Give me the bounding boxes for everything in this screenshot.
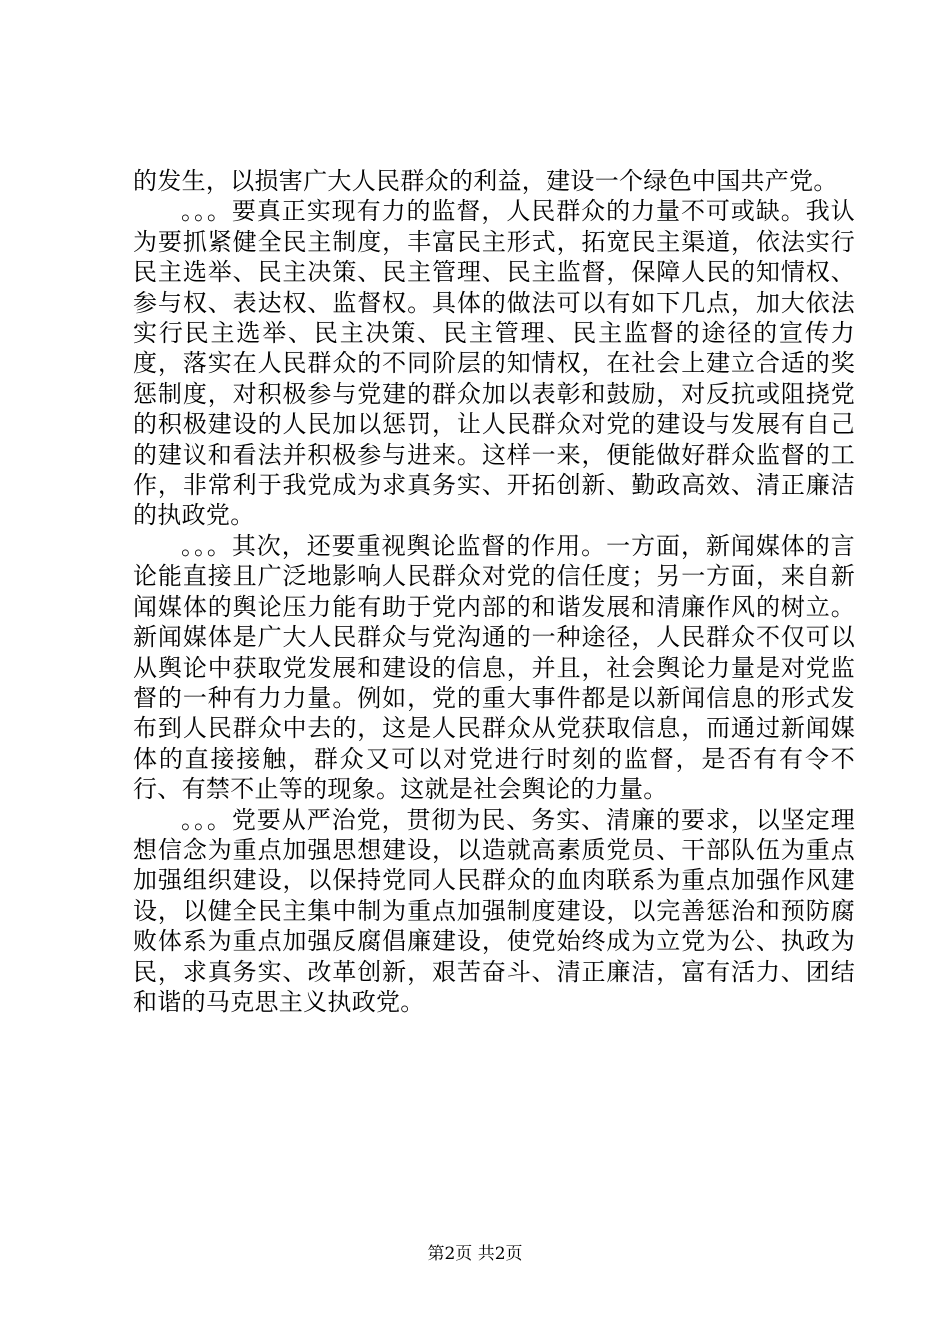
paragraph-continuation: 的发生，以损害广大人民群众的利益，建设一个绿色中国共产党。 (133, 167, 838, 195)
document-body (133, 166, 855, 1017)
paragraph-mass-supervision: 。。。要真正实现有力的监督，人民群众的力量不可或缺。我认为要抓紧健全民主制度，丰富民主形式，拓宽民主渠道，依法实行民主选举、民主决策、民主管理、民主监督，保障人民的知情权、参与权、表达权、监督权。具体的做法可以有如下几点，加大依法实行民主选举、民主决策、民主管理、民主监督的途径的宣传力度，落实在人民群众的不同阶层的知情权，在社会上建立合适的奖惩制度，对积极参与党建的群众加以表彰和鼓励，对反抗或阻挠党的积极建设的人民加以惩罚，让人民群众对党的建设与发展有自己的建议和看法并积极参与进来。这样一来，便能做好群众监督的工作，非常利于我党成为求真务实、开拓创新、勤政高效、清正廉洁的执政党。 (133, 197, 855, 530)
page-number-footer: 第2页 共2页 (427, 1244, 523, 1264)
paragraph-public-opinion: 。。。其次，还要重视舆论监督的作用。一方面，新闻媒体的言论能直接且广泛地影响人民群众对党的信任度；另一方面，来自新闻媒体的舆论压力能有助于党内部的和谐发展和清廉作风的树立。新闻媒体是广大人民群众与党沟通的一种途径，人民群众不仅可以从舆论中获取党发展和建设的信息，并且，社会舆论力量是对党监督的一种有力力量。例如，党的重大事件都是以新闻信息的形式发布到人民群众中去的，这是人民群众从党获取信息，而通过新闻媒体的直接接触，群众又可以对党进行时刻的监督，是否有有令不行、有禁不止等的现象。这就是社会舆论的力量。 (133, 531, 855, 804)
paragraph-party-discipline: 。。。党要从严治党，贯彻为民、务实、清廉的要求，以坚定理想信念为重点加强思想建设，以造就高素质党员、干部队伍为重点加强组织建设，以保持党同人民群众的血肉联系为重点加强作风建设，以健全民主集中制为重点加强制度建设，以完善惩治和预防腐败体系为重点加强反腐倡廉建设，使党始终成为立党为公、执政为民，求真务实、改革创新，艰苦奋斗、清正廉洁，富有活力、团结和谐的马克思主义执政党。 (133, 805, 855, 1016)
